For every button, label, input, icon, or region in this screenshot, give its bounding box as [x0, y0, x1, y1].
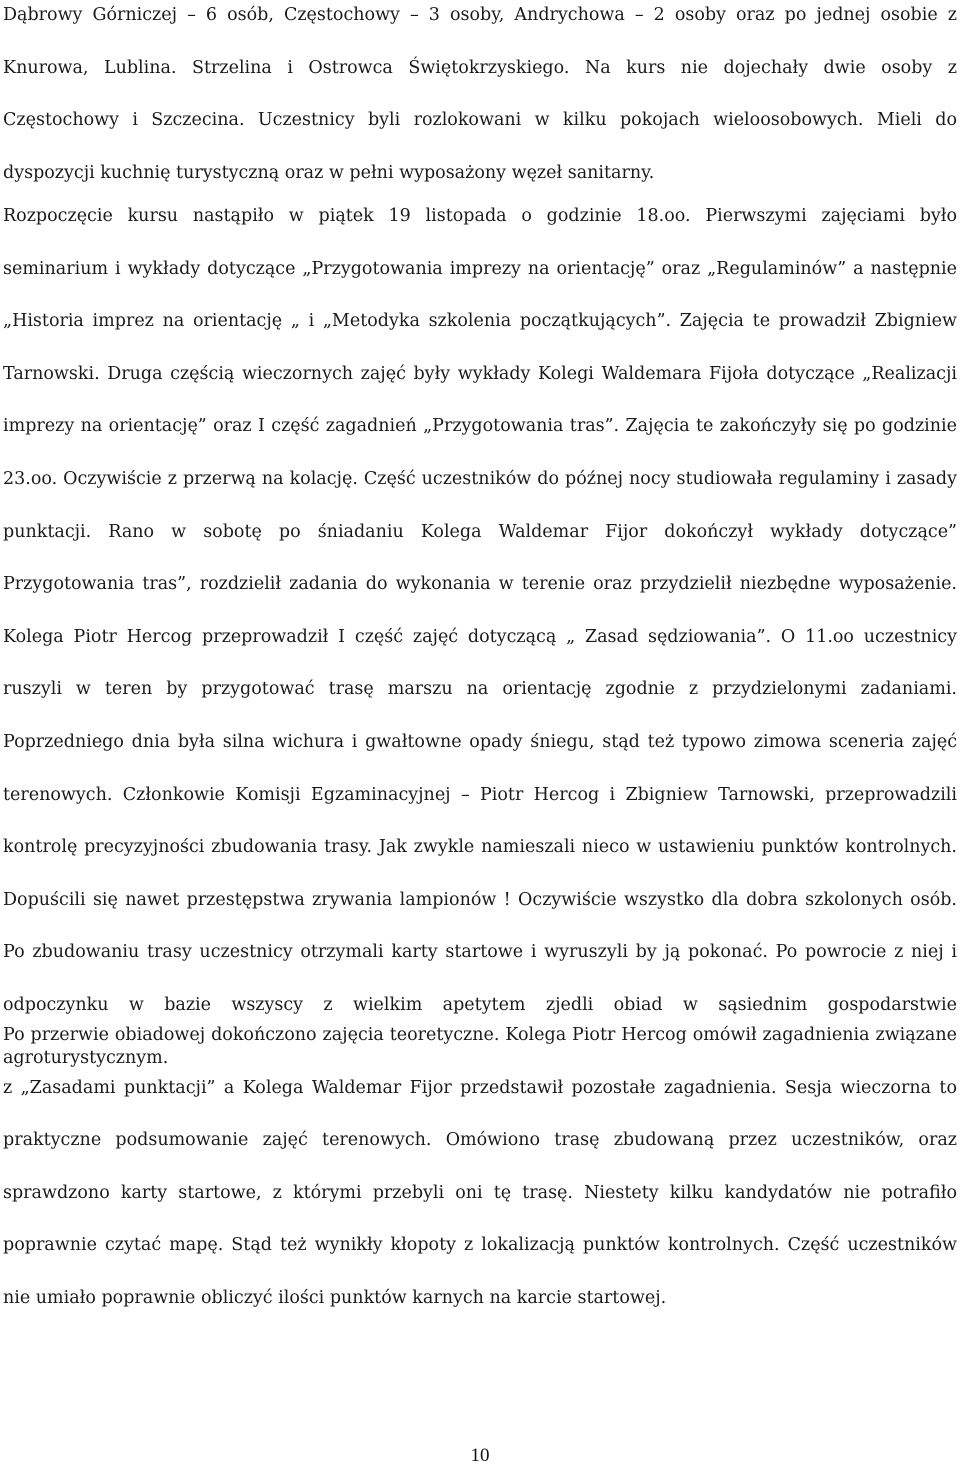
paragraph-participants: Dąbrowy Górniczej – 6 osób, Częstochowy – 3 osoby, Andrychowa – 2 osoby oraz po jednej osobie z Knurowa, Lublina. Strzelina i Ostrowca Świętokrzyskiego. Na kurs nie dojechały dwie osoby z Częstochowy i Szczecina. Uczestnicy byli rozlokowani w kilku pokojach wieloosobowych. Mieli do dyspozycji kuchnię turystyczną oraz w pełni wyposażony węzeł sanitarny.: [3, 5, 957, 183]
page-number: 10: [470, 1445, 490, 1466]
paragraph-course-start: Rozpoczęcie kursu nastąpiło w piątek 19 listopada o godzinie 18.oo. Pierwszymi zajęciami było seminarium i wykłady dotyczące „Przygotowania imprezy na orientację” oraz „Regulaminów” a następnie „Historia imprez na orientację „ i „Metodyka szkolenia początkujących”. Zajęcia te prowadził Zbigniew Tarnowski. Druga częścią wieczornych zajęć były wykłady Kolegi Waldemara Fijoła dotyczące „Realizacji imprezy na orientację” oraz I część zagadnień „Przygotowania tras”. Zajęcia te zakończyły się po godzinie 23.oo. Oczywiście z przerwą na kolację. Część uczestników do późnej nocy studiowała regulaminy i zasady punktacji. Rano w sobotę po śniadaniu Kolega Waldemar Fijor dokończył wykłady dotyczące” Przygotowania tras”, rozdzielił zadania do wykonania w terenie oraz przydzielił niezbędne wyposażenie. Kolega Piotr Hercog przeprowadził I część zajęć dotyczącą „ Zasad sędziowania”. O 11.oo uczestnicy ruszyli w teren by przygotować trasę marszu na orientację zgodnie z przydzielonymi zadaniami. Poprzedniego dnia była silna wichura i gwałtowne opady śniegu, stąd też typowo zimowa sceneria zajęć terenowych. Członkowie Komisji Egzaminacyjnej – Piotr Hercog i Zbigniew Tarnowski, przeprowadzili kontrolę precyzyjności zbudowania trasy. Jak zwykle namieszali nieco w ustawieniu punktów kontrolnych. Dopuścili się nawet przestępstwa zrywania lampionów ! Oczywiście wszystko dla dobra szkolonych osób. Po zbudowaniu trasy uczestnicy otrzymali karty startowe i wyruszyli by ją pokonać. Po powrocie z niej i odpoczynku w bazie wszyscy z wielkim apetytem zjedli obiad w sąsiednim gospodarstwie agroturystycznym.: [3, 206, 957, 1068]
paragraph-afternoon-session: Po przerwie obiadowej dokończono zajęcia teoretyczne. Kolega Piotr Hercog omówił zagadnienia związane z „Zasadami punktacji” a Kolega Waldemar Fijor przedstawił pozostałe zagadnienia. Sesja wieczorna to praktyczne podsumowanie zajęć terenowych. Omówiono trasę zbudowaną przez uczestników, oraz sprawdzono karty startowe, z którymi przebyli oni tę trasę. Niestety kilku kandydatów nie potrafiło poprawnie czytać mapę. Stąd też wynikły kłopoty z lokalizacją punktów kontrolnych. Część uczestników nie umiało poprawnie obliczyć ilości punktów karnych na karcie startowej.: [3, 1025, 957, 1308]
